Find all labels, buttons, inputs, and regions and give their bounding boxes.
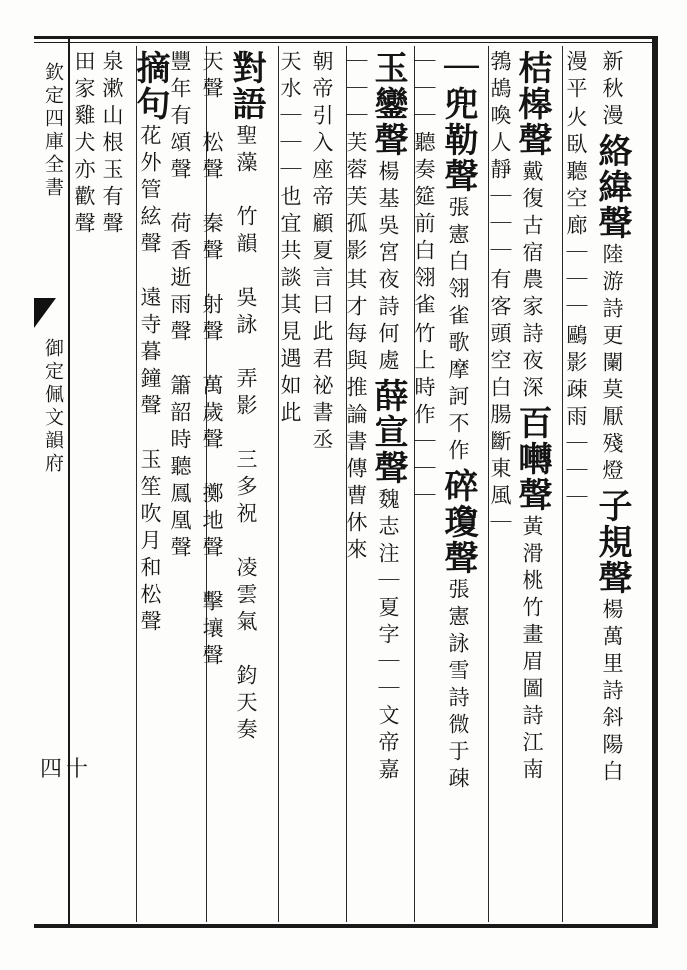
entry-text: 張憲詠雪詩微于疎 bbox=[446, 578, 470, 794]
entry-text: 泉漱山根玉有聲 bbox=[100, 50, 124, 239]
entry-heading: 對語 bbox=[226, 50, 266, 122]
entry-text: ｜｜｜聽奏筵前白翎雀 bbox=[412, 50, 436, 320]
page-number: 四十 bbox=[40, 757, 93, 782]
entry-text: 楊萬里詩斜陽白 bbox=[600, 598, 624, 787]
entry-text: 花外管絃聲 遠寺暮鐘聲 玉笙吹月和松聲 bbox=[138, 124, 162, 637]
fish-tail-mark bbox=[34, 298, 56, 328]
column-divider bbox=[562, 46, 563, 922]
column-divider bbox=[136, 46, 137, 922]
top-border bbox=[34, 36, 658, 39]
entry-text: 火臥聽空廊｜｜｜ bbox=[564, 106, 588, 322]
entry-text: 聖藻 竹韻 吳詠 弄影 三多祝 凌雲氣 鈞天奏 bbox=[234, 124, 258, 745]
entry-heading: 薛宣聲 bbox=[368, 378, 408, 486]
entry-text: 黃滑桃竹畫眉圖詩江南 bbox=[520, 515, 544, 785]
entry-text: 漫平 bbox=[564, 50, 588, 104]
entry-text: 新秋漫 bbox=[600, 50, 624, 131]
entry-text: 朝帝引入座帝顧夏言曰此君祕書丞 bbox=[310, 50, 334, 455]
entry-heading: 桔槔聲 bbox=[512, 50, 552, 158]
entry-text: 鷗影疎雨｜｜｜ bbox=[564, 324, 588, 513]
margin-top-label: 欽定四庫全書 bbox=[42, 62, 64, 200]
entry-text: 鵓鴣喚人靜｜｜｜ bbox=[488, 50, 512, 266]
entry-text: 有客頭空白腸斷東風｜ bbox=[488, 268, 512, 538]
entry-heading: 碎瓊聲 bbox=[438, 468, 478, 576]
entry-text: 楊基吳宮夜詩何處 bbox=[376, 160, 400, 376]
entry-text: 田家雞犬亦歡聲 bbox=[72, 50, 96, 239]
entry-heading: 絡緯聲 bbox=[592, 133, 632, 241]
entry-heading: 摘句 bbox=[130, 50, 170, 122]
entry-heading: 玉鑾聲 bbox=[368, 50, 408, 158]
top-border-inner bbox=[34, 42, 658, 43]
right-border bbox=[652, 36, 658, 928]
entry-text: 豐年有頌聲 荷香逝雨聲 簫韶時聽鳳凰聲 bbox=[168, 50, 192, 563]
entry-text: 天聲 松聲 秦聲 射聲 萬歲聲 擲地聲 擊壤聲 bbox=[200, 50, 224, 671]
margin-book-title: 御定佩文韻府 bbox=[42, 338, 64, 476]
entry-heading: ｜兜勒聲 bbox=[438, 50, 478, 194]
entry-heading: 子規聲 bbox=[592, 488, 632, 596]
entry-text: 戴復古宿農家詩夜深 bbox=[520, 160, 544, 403]
entry-text: ｜｜｜芙蓉芙孤影 bbox=[344, 50, 368, 266]
bottom-border bbox=[34, 924, 658, 928]
entry-heading: 百囀聲 bbox=[512, 405, 552, 513]
entry-text: 張憲白翎雀歌摩訶不作 bbox=[446, 196, 470, 466]
entry-text: 陸游詩更闌莫厭殘燈 bbox=[600, 243, 624, 486]
entry-text: 其才每與推論書傳曹休來 bbox=[344, 268, 368, 565]
entry-text: 魏志注｜夏字｜｜文帝嘉 bbox=[376, 488, 400, 785]
entry-text: 竹上時作｜｜｜ bbox=[412, 322, 436, 511]
margin-rule bbox=[68, 36, 70, 928]
entry-text: 天水｜｜｜也宜共談其見遇如此 bbox=[278, 50, 302, 428]
